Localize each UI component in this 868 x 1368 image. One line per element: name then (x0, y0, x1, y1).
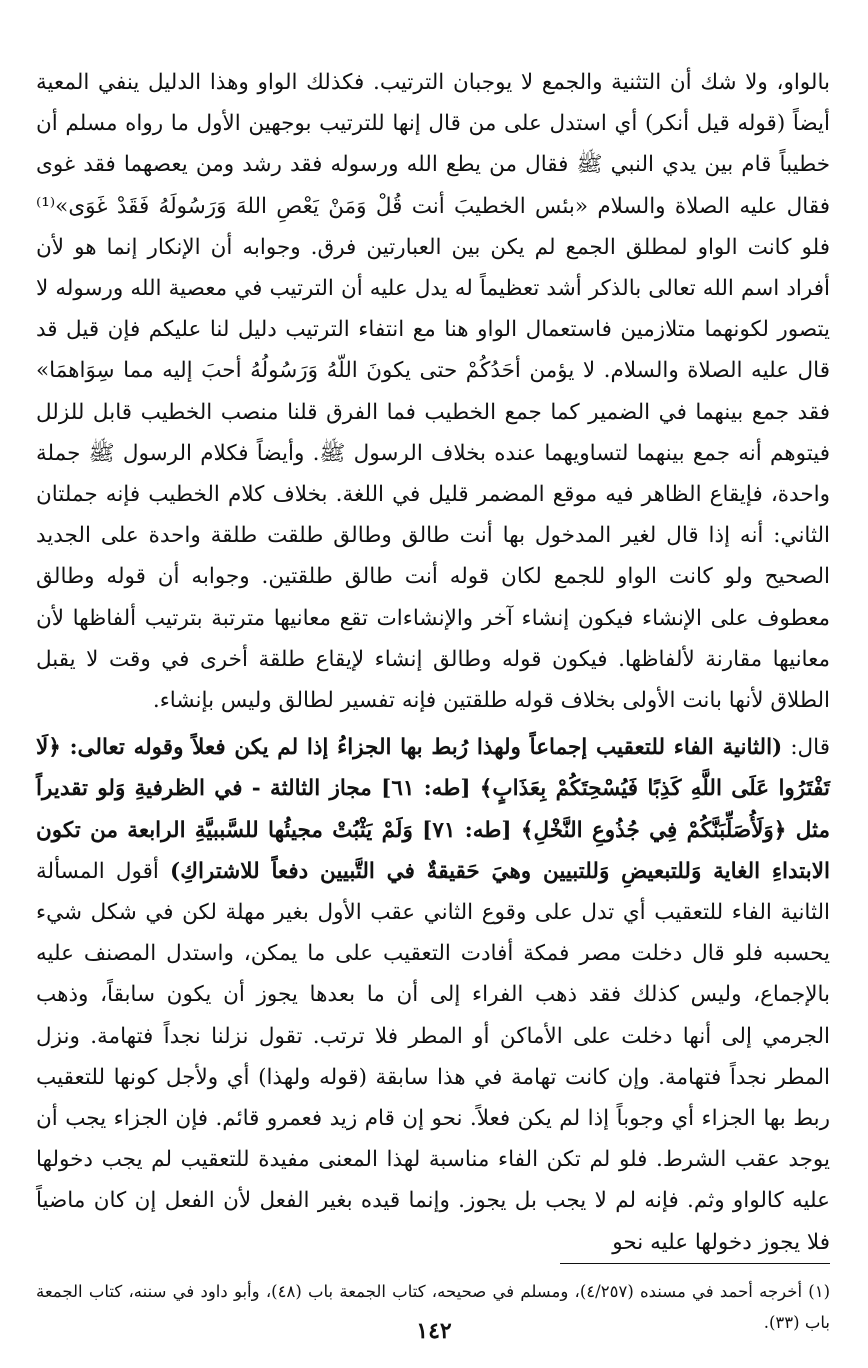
footnote-divider (560, 1263, 830, 1264)
commentary-text: أقول المسألة الثانية الفاء للتعقيب أي تدل على وقوع الثاني عقب الأول بغير مهلة لكن في شكل شيء يحسبه فلو قال دخلت مصر فمكة أفادت التعقيب على ما يمكن، واستدل المصنف عليه بالإجماع، وليس كذلك فقد ذهب الفراء إلى أن ما بعدها يجوز أن يكون سابقاً، وذهب الجرمي إلى أنها دخلت على الأماكن أو المطر فلا ترتب. تقول نزلنا نجداً فتهامة. ونزل المطر نجداً فتهامة. وإن كانت تهامة في هذا سابقة (قوله ولهذا) أي ولأجل كونها للتعقيب ربط بها الجزاء أي وجوباً إذا لم يكن فعلاً. نحو إن قام زيد فعمرو قائم. فإن الجزاء يجب أن يوجد عقب الشرط. فلو لم تكن الفاء مناسبة لهذا المعنى مفيدة للتعقيب لم يجب دخولها عليه كالواو وثم. فإنه لم لا يجب بل يجوز. وإنما قيده بغير الفعل لأن الفعل إن كان ماضياً فلا يجوز دخولها عليه نحو (36, 858, 830, 1255)
quoted-matn-text: (الثانية الفاء للتعقيب إجماعاً ولهذا رُبط بها الجزاءُ إذا لم يكن فعلاً وقوله تعالى: ﴿لَا تَفْتَرُوا عَلَى اللَّهِ كَذِبًا فَيُسْحِتَكُمْ بِعَذَابٍ﴾ [طه: ٦١] مجاز الثالثة - في الظرفيةِ وَلو تقديراً مثل ﴿وَلَأُصَلِّبَنَّكُمْ فِي جُذُوعِ النَّخْلِ﴾ [طه: ٧١] وَلَمْ يَثْبُتْ مجيئُها للسَّببيَّةِ الرابعة من تكون الابتداءِ الغاية وَللتبعيضِ وَللتبيين وهيَ حَقيقةٌ في التَّبيين دفعاً للاشتراكِ) (36, 735, 831, 884)
paragraph-2 (36, 727, 830, 1263)
paragraph-1: بالواو، ولا شك أن التثنية والجمع لا يوجبان الترتيب. فكذلك الواو وهذا الدليل ينفي المعية أيضاً (قوله قيل أنكر) أي استدل على من قال إنها للترتيب بوجهين الأول ما رواه مسلم أن خطيباً قام بين يدي النبي ﷺ فقال من يطع الله ورسوله فقد رشد ومن يعصهما فقد غوى فقال عليه الصلاة والسلام «بئس الخطيبَ أنت قُلْ وَمَنْ يَعْصِ اللهَ وَرَسُولَهُ فَقَدْ غَوَى»⁽¹⁾ فلو كانت الواو لمطلق الجمع لم يكن بين العبارتين فرق. وجوابه أن الإنكار إنما هو لأن أفراد اسم الله تعالى بالذكر أشد تعظيماً له يدل عليه أن الترتيب في معصية الله ورسوله لا يتصور لكونهما متلازمين فاستعمال الواو هنا مع انتفاء الترتيب دليل لنا عليكم فإن قيل قد قال عليه الصلاة والسلام. لا يؤمن أحَدُكُمْ حتى يكونَ اللّهُ وَرَسُولُهُ أحبَ إليه مما سِوَاهمَا» فقد جمع بينهما في الضمير كما جمع الخطيب فما الفرق قلنا منصب الخطيب قابل للزلل فيتوهم أنه جمع بينهما لتساويهما عنده بخلاف الرسول ﷺ. وأيضاً فكلام الرسول ﷺ جملة واحدة، فإيقاع الظاهر فيه موقع المضمر قليل في اللغة. بخلاف كلام الخطيب فإنه جملتان الثاني: أنه إذا قال لغير المدخول بها أنت طالق وطالق طلقت طلقة واحدة على الجديد الصحيح ولو كانت الواو للجمع لكان قوله أنت طالق طلقتين. وجوابه أن قوله وطالق معطوف على الإنشاء فيكون إنشاء آخر والإنشاءات تقع معانيها مترتبة بترتيب ألفاظها لأن معانيها مقارنة لألفاظها. فيكون قوله وطالق إنشاء لإيقاع طلقة أخرى في وقت لا يقبل الطلاق لأنها بانت الأولى بخلاف قوله طلقتين فإنه تفسير لطالق وليس بإنشاء. (36, 70, 830, 714)
page-number: ١٤٢ (416, 1318, 452, 1344)
paragraph-2-intro: قال: (790, 735, 831, 761)
footnote: (١) أخرجه أحمد في مسنده (٤/٢٥٧)، ومسلم في صحيحه، كتاب الجمعة باب (٤٨)، وأبو داود في سننه، كتاب الجمعة باب (٣٣). (36, 1282, 830, 1332)
